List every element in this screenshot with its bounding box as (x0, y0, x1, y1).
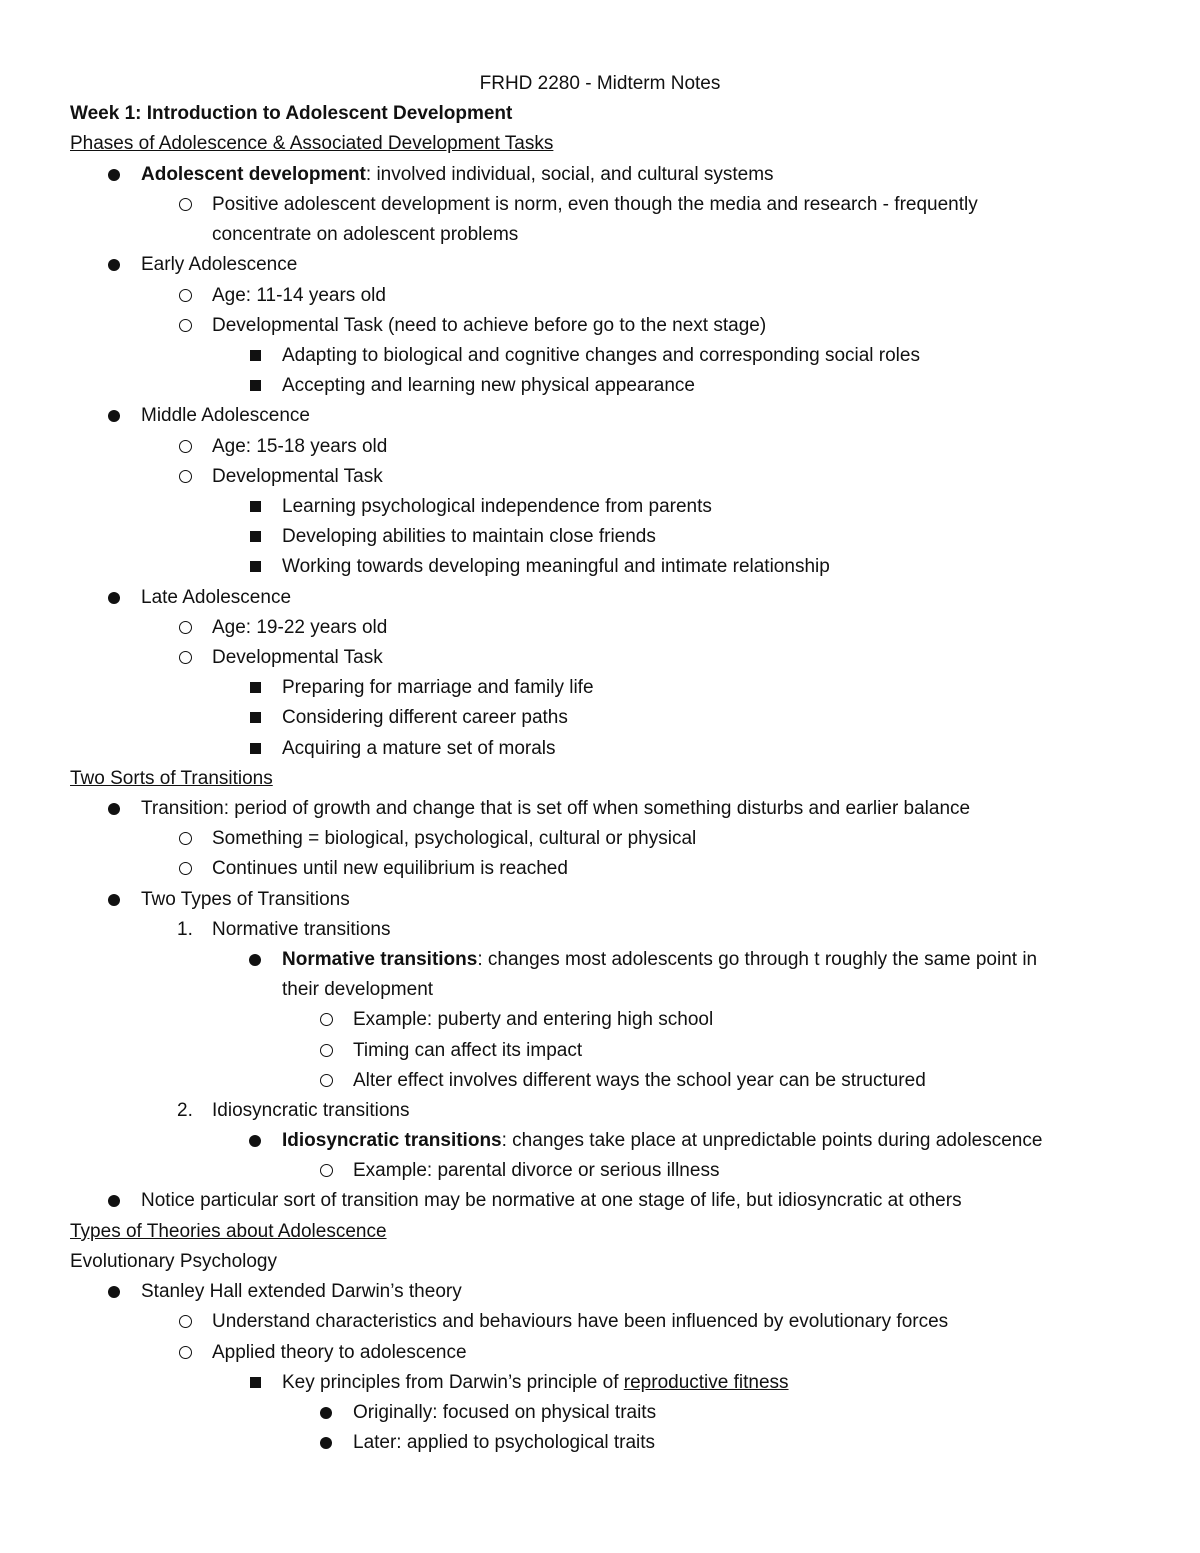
bullet-circle-icon (318, 1066, 338, 1096)
bullet-circle-icon (177, 643, 197, 673)
item-text: Two Types of Transitions (141, 889, 350, 910)
bullet-circle-icon (318, 1005, 338, 1035)
item-text: Developmental Task (212, 466, 383, 487)
item-text: Acquiring a mature set of morals (282, 738, 556, 759)
item-text: Positive adolescent development is norm, even though the media and research - frequently (212, 194, 978, 215)
item-text: Age: 19-22 years old (212, 617, 388, 638)
item-text: Later: applied to psychological traits (353, 1432, 656, 1453)
bullet-disc-icon (106, 1277, 126, 1307)
item-text: Adapting to biological and cognitive changes and corresponding social roles (282, 345, 920, 366)
week-heading: Week 1: Introduction to Adolescent Development (70, 103, 513, 124)
list-number: 1. (177, 919, 193, 940)
item-text: Something = biological, psychological, cultural or physical (212, 828, 697, 849)
bullet-circle-icon (318, 1156, 338, 1186)
bullet-disc-icon (247, 945, 267, 975)
bullet-disc-icon (106, 401, 126, 431)
bullet-square-icon (247, 703, 267, 733)
bullet-square-icon (247, 492, 267, 522)
item-text: Stanley Hall extended Darwin’s theory (141, 1281, 462, 1302)
section-heading-theories: Types of Theories about Adolescence (70, 1221, 387, 1242)
item-text: Timing can affect its impact (353, 1040, 583, 1061)
bullet-disc-icon (318, 1398, 338, 1428)
item-text: Middle Adolescence (141, 405, 310, 426)
item-text: Transition: period of growth and change that is set off when something disturbs and earlier balance (141, 798, 971, 819)
bullet-disc-icon (106, 160, 126, 190)
bullet-circle-icon (177, 462, 197, 492)
item-text: : changes take place at unpredictable points during adolescence (501, 1130, 1043, 1151)
section-heading-phases: Phases of Adolescence & Associated Development Tasks (70, 133, 554, 154)
bullet-circle-icon (177, 1338, 197, 1368)
term-normative-transitions: Normative transitions (282, 949, 478, 970)
item-text: Example: puberty and entering high school (353, 1009, 714, 1030)
item-text: Preparing for marriage and family life (282, 677, 594, 698)
item-text: : involved individual, social, and cultural systems (365, 164, 774, 185)
item-text: Idiosyncratic transitions (212, 1100, 410, 1121)
item-text: Working towards developing meaningful and intimate relationship (282, 556, 830, 577)
bullet-square-icon (247, 371, 267, 401)
bullet-circle-icon (177, 432, 197, 462)
item-text: Late Adolescence (141, 587, 292, 608)
item-text: Age: 11-14 years old (212, 285, 386, 306)
bullet-disc-icon (106, 583, 126, 613)
item-text-continued: concentrate on adolescent problems (212, 224, 519, 245)
term-adolescent-development: Adolescent development (141, 164, 366, 185)
item-text: Originally: focused on physical traits (353, 1402, 657, 1423)
bullet-circle-icon (177, 854, 197, 884)
bullet-circle-icon (177, 1307, 197, 1337)
bullet-disc-icon (106, 885, 126, 915)
item-text: Developmental Task (212, 647, 383, 668)
bullet-disc-icon (106, 794, 126, 824)
bullet-square-icon (247, 552, 267, 582)
item-text: Understand characteristics and behaviours have been influenced by evolutionary forces (212, 1311, 949, 1332)
item-text: Continues until new equilibrium is reached (212, 858, 568, 879)
subheading-evolutionary: Evolutionary Psychology (70, 1251, 277, 1272)
bullet-square-icon (247, 341, 267, 371)
item-text: Age: 15-18 years old (212, 436, 388, 457)
underlined-term-reproductive-fitness: reproductive fitness (623, 1372, 789, 1393)
document-title: FRHD 2280 - Midterm Notes (479, 73, 721, 94)
bullet-circle-icon (177, 281, 197, 311)
bullet-square-icon (247, 1368, 267, 1398)
bullet-circle-icon (177, 190, 197, 220)
list-number: 2. (177, 1100, 193, 1121)
item-text: Early Adolescence (141, 254, 298, 275)
bullet-disc-icon (318, 1428, 338, 1458)
item-text: Notice particular sort of transition may be normative at one stage of life, but idiosyncratic at others (141, 1190, 962, 1211)
bullet-circle-icon (177, 613, 197, 643)
item-text: Alter effect involves different ways the school year can be structured (353, 1070, 926, 1091)
term-idiosyncratic-transitions: Idiosyncratic transitions (282, 1130, 502, 1151)
bullet-circle-icon (177, 824, 197, 854)
item-text-continued: their development (282, 979, 434, 1000)
item-text: Applied theory to adolescence (212, 1342, 467, 1363)
bullet-disc-icon (106, 250, 126, 280)
bullet-square-icon (247, 734, 267, 764)
item-text: Developmental Task (need to achieve before go to the next stage) (212, 315, 767, 336)
section-heading-transitions: Two Sorts of Transitions (70, 768, 273, 789)
bullet-circle-icon (177, 311, 197, 341)
item-text: : changes most adolescents go through t roughly the same point in (477, 949, 1038, 970)
bullet-disc-icon (247, 1126, 267, 1156)
bullet-circle-icon (318, 1036, 338, 1066)
bullet-square-icon (247, 522, 267, 552)
bullet-square-icon (247, 673, 267, 703)
item-text: Learning psychological independence from parents (282, 496, 712, 517)
item-text: Developing abilities to maintain close friends (282, 526, 656, 547)
bullet-disc-icon (106, 1186, 126, 1216)
item-text: Key principles from Darwin’s principle of (282, 1372, 624, 1393)
item-text: Accepting and learning new physical appearance (282, 375, 695, 396)
item-text: Considering different career paths (282, 707, 568, 728)
item-text: Normative transitions (212, 919, 391, 940)
item-text: Example: parental divorce or serious illness (353, 1160, 720, 1181)
